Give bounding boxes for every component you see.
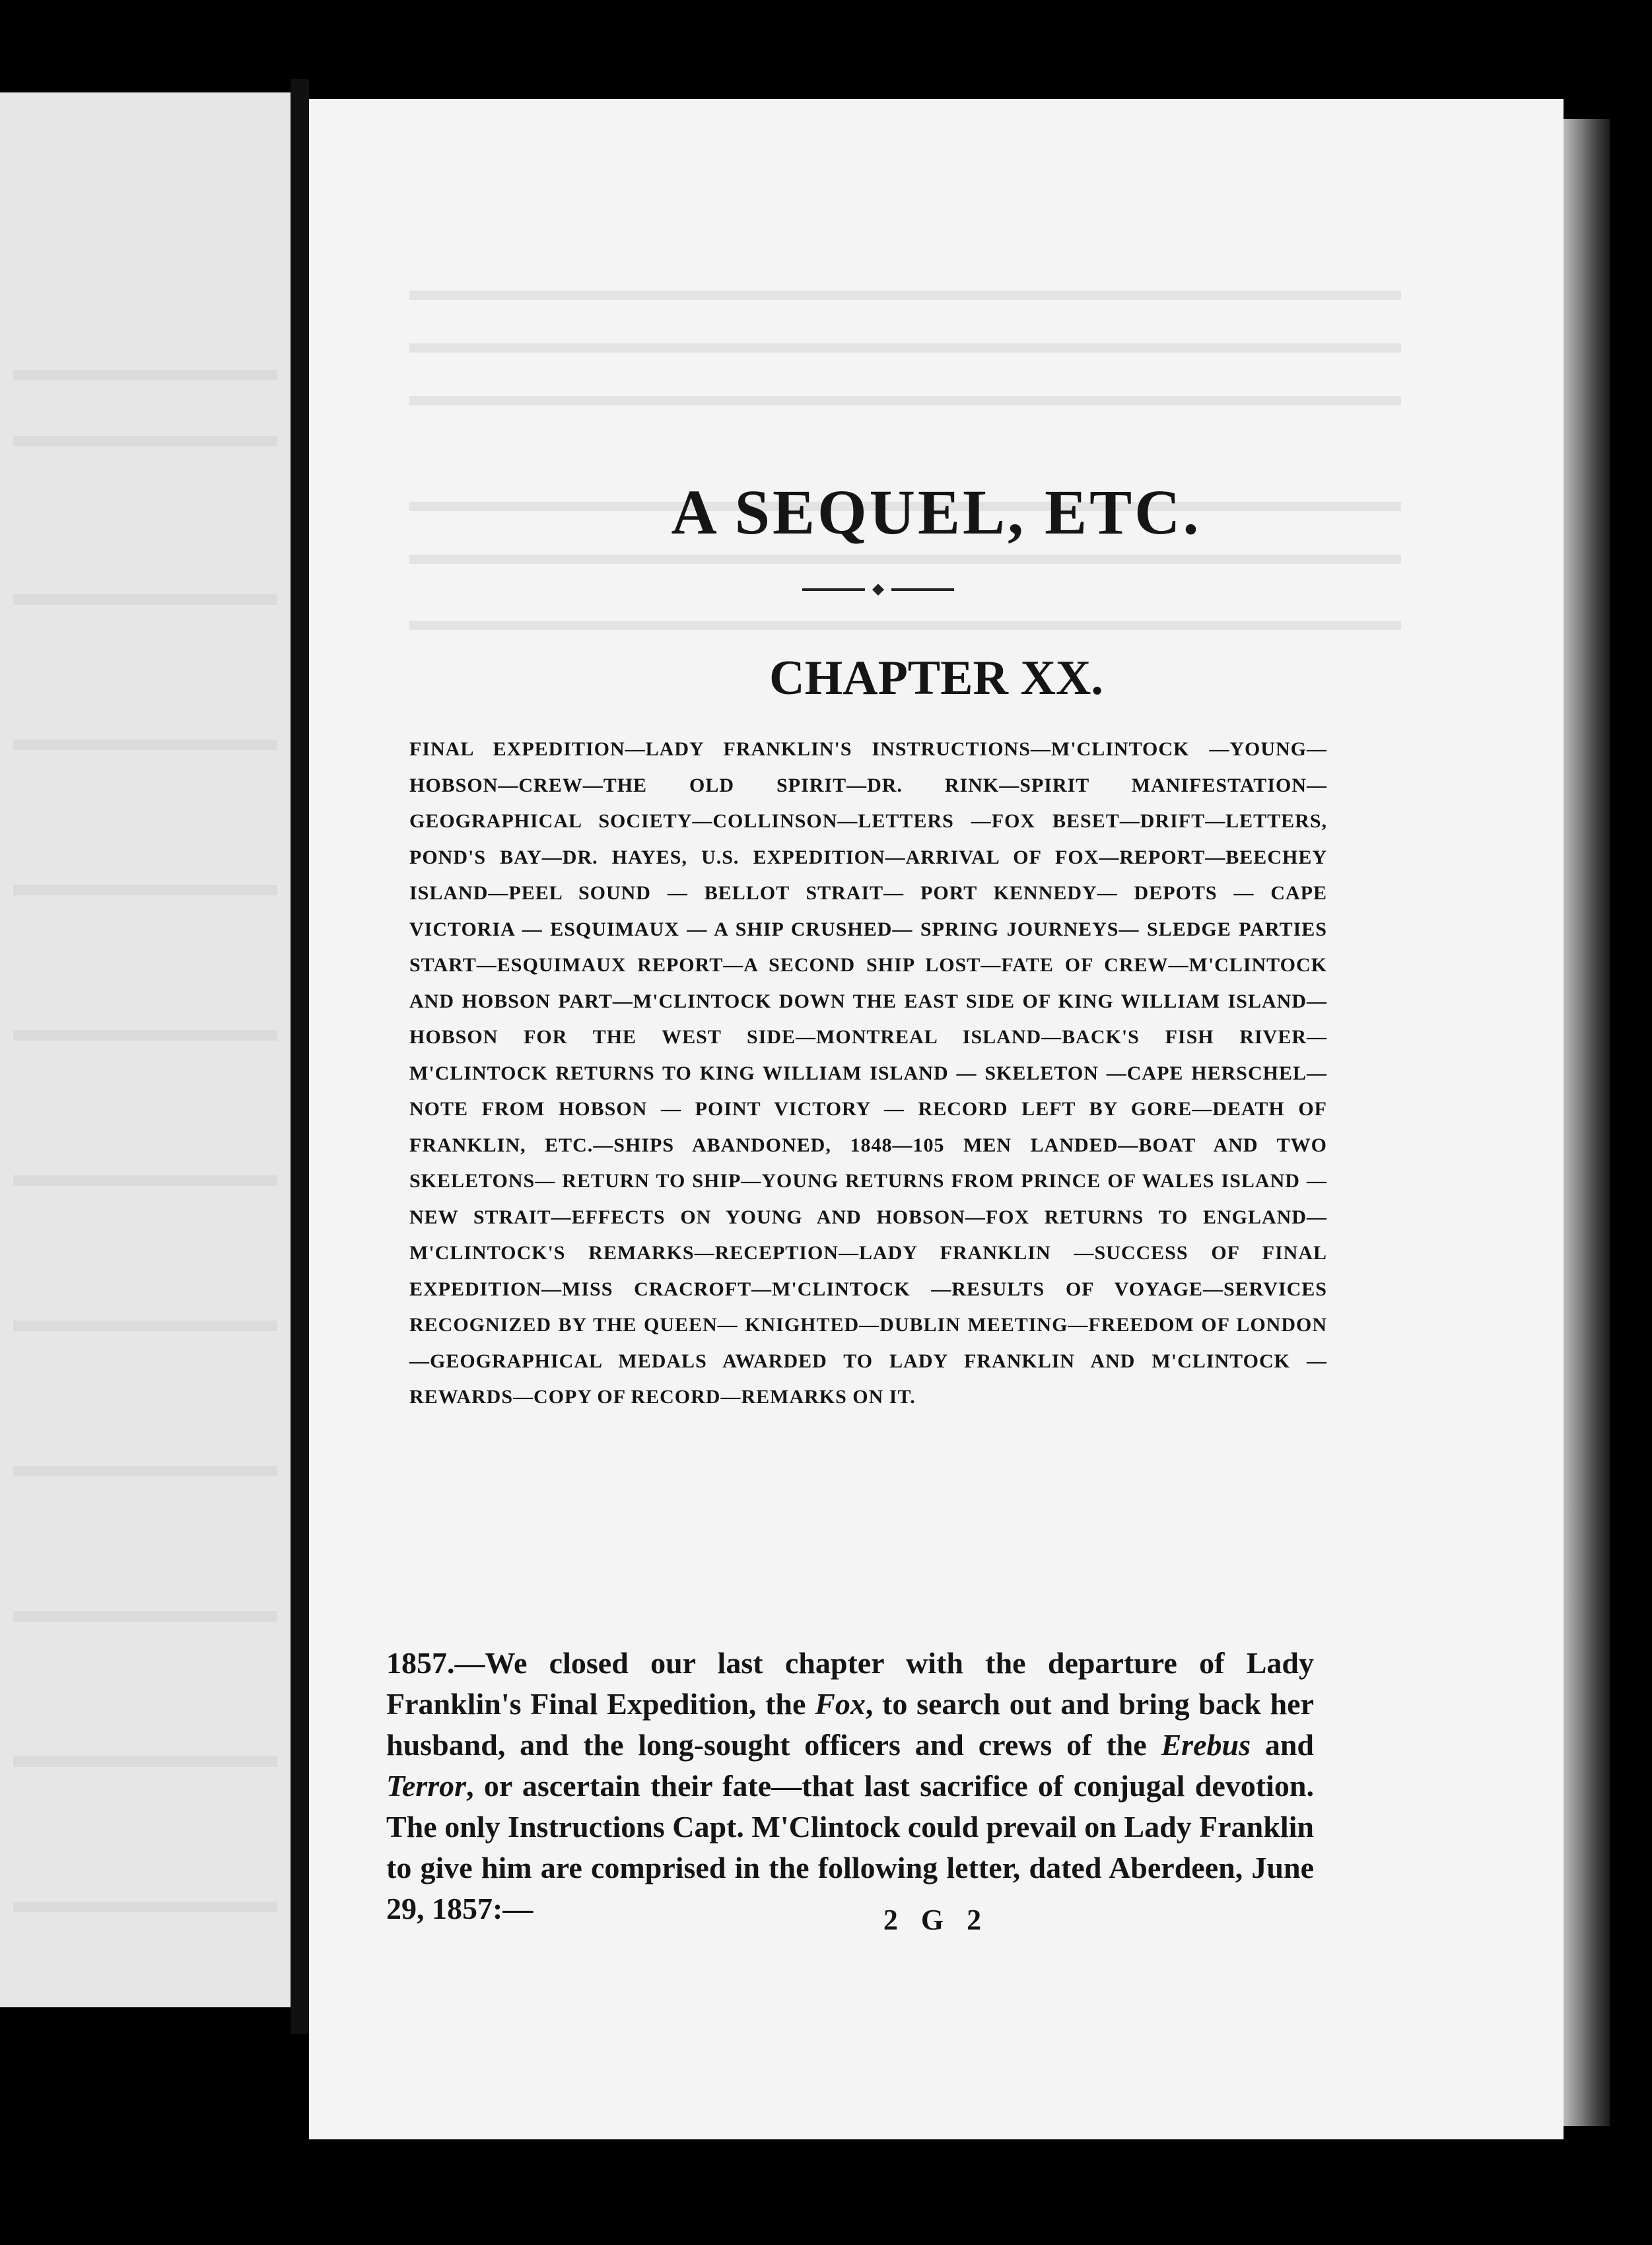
page-edge-stack xyxy=(1564,119,1610,2126)
ghost-text-line xyxy=(13,436,277,446)
bleed-through-line xyxy=(409,621,1401,630)
ghost-text-line xyxy=(13,1321,277,1331)
ghost-text-line xyxy=(13,885,277,895)
ghost-text-line xyxy=(13,740,277,750)
bleed-through-line xyxy=(409,396,1401,405)
body-text-segment: —We closed our last chapter with the departure of Lady Franklin's Final Expedition, the xyxy=(386,1646,1314,1721)
ghost-text-line xyxy=(13,1611,277,1622)
body-text-segment: , to search out and bring back her husband, and the long-sought officers and crews of the xyxy=(386,1687,1314,1762)
page-title: A SEQUEL, ETC. xyxy=(671,477,1202,547)
ghost-text-line xyxy=(13,1756,277,1767)
year-label: 1857. xyxy=(386,1646,455,1680)
ghost-text-line xyxy=(13,370,277,380)
chapter-synopsis: FINAL EXPEDITION—LADY FRANKLIN'S INSTRUCTIONS—M'CLINTOCK —YOUNG—HOBSON—CREW—THE OLD SPIRIT—DR. RINK—SPIRIT MANIFESTATION—GEOGRAPHICAL SOCIETY—COLLINSON—LETTERS —FOX BESET—DRIFT—LETTERS, POND'S BAY—DR. HAYES, U.S. EXPEDITION—ARRIVAL OF FOX—REPORT—BEECHEY ISLAND—PEEL SOUND — BELLOT STRAIT— PORT KENNEDY— DEPOTS — CAPE VICTORIA — ESQUIMAUX — A SHIP CRUSHED— SPRING JOURNEYS— SLEDGE PARTIES START—ESQUIMAUX REPORT—A SECOND SHIP LOST—FATE OF CREW—M'CLINTOCK AND HOBSON PART—M'CLINTOCK DOWN THE EAST SIDE OF KING WILLIAM ISLAND—HOBSON FOR THE WEST SIDE—MONTREAL ISLAND—BACK'S FISH RIVER— M'CLINTOCK RETURNS TO KING WILLIAM ISLAND — SKELETON —CAPE HERSCHEL—NOTE FROM HOBSON — POINT VICTORY — RECORD LEFT BY GORE—DEATH OF FRANKLIN, ETC.—SHIPS ABANDONED, 1848—105 MEN LANDED—BOAT AND TWO SKELETONS— RETURN TO SHIP—YOUNG RETURNS FROM PRINCE OF WALES ISLAND —NEW STRAIT—EFFECTS ON YOUNG AND HOBSON—FOX RETURNS TO ENGLAND—M'CLINTOCK'S REMARKS—RECEPTION—LADY FRANKLIN —SUCCESS OF FINAL EXPEDITION—MISS CRACROFT—M'CLINTOCK —RESULTS OF VOYAGE—SERVICES RECOGNIZED BY THE QUEEN— KNIGHTED—DUBLIN MEETING—FREEDOM OF LONDON—GEOGRAPHICAL MEDALS AWARDED TO LADY FRANKLIN AND M'CLINTOCK —REWARDS—COPY OF RECORD—REMARKS ON IT. xyxy=(409,738,1327,1408)
book-gutter xyxy=(291,79,309,2034)
ornament-rule-icon xyxy=(799,580,957,600)
bleed-through-line xyxy=(409,343,1401,353)
ghost-text-line xyxy=(13,594,277,605)
facing-page-left xyxy=(0,92,291,2007)
bleed-through-line xyxy=(409,291,1401,300)
ship-name-terror: Terror xyxy=(386,1769,466,1803)
ghost-text-line xyxy=(13,1902,277,1912)
chapter-heading: CHAPTER XX. xyxy=(769,651,1103,705)
ghost-text-line xyxy=(13,1030,277,1041)
body-text-segment: and xyxy=(1250,1728,1315,1762)
ship-name-fox: Fox xyxy=(815,1687,866,1721)
printer-signature: 2 G 2 xyxy=(883,1904,990,1936)
ghost-text-line xyxy=(13,1175,277,1186)
body-paragraph xyxy=(386,1643,1314,1929)
bleed-through-line xyxy=(409,555,1401,564)
body-text-segment: , or ascertain their fate—that last sacrifice of conjugal devotion. The only Instructions Capt. M'Clintock could prevail on Lady Franklin to give him are comprised in the following letter, dated Aberdeen, June 29, 1857:— xyxy=(386,1769,1314,1925)
ghost-text-line xyxy=(13,1466,277,1476)
ship-name-erebus: Erebus xyxy=(1161,1728,1251,1762)
